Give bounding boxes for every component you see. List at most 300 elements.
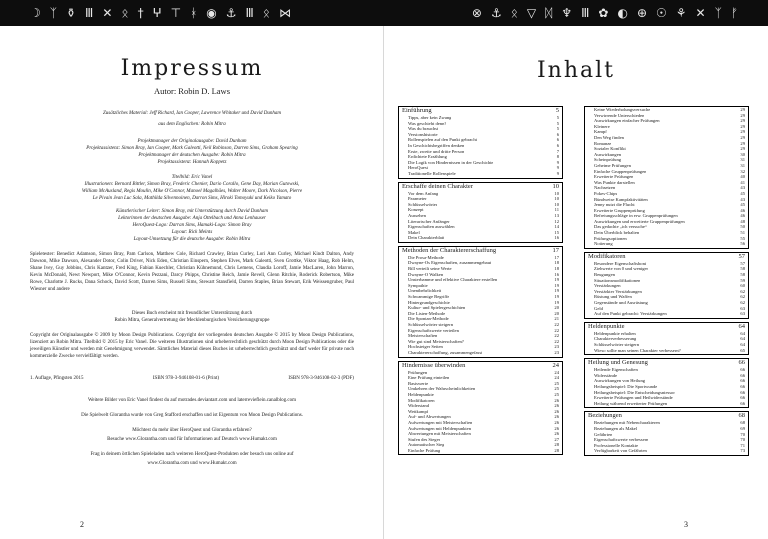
- toc-entry-title: Charaktererschaffung, zusammengefasst: [408, 349, 483, 355]
- contents-page: [384, 26, 768, 539]
- toc-entry-title: Kampf: [594, 129, 607, 135]
- toc-entry-title: Auswirkungen von Heilung: [594, 378, 646, 384]
- toc-entry-page: 24: [554, 375, 559, 381]
- toc-entry-page: 9: [556, 170, 559, 176]
- isbn-pdf: ISBN 978-3-946108-02-3 (PDF): [288, 376, 354, 381]
- toc-entry[interactable]: [588, 241, 745, 247]
- toc-entry-title: Eigenschaftswerte verteilen: [408, 327, 459, 333]
- toc-entry-page: 22: [554, 333, 559, 339]
- toc-entry-title: Unentbehrlichkeit: [408, 288, 442, 294]
- toc-entry-page: 28: [554, 442, 559, 448]
- toc-entry-page: 45: [740, 190, 745, 196]
- toc-entry-title: Verstärkter Verstärkungen: [594, 288, 642, 294]
- toc-entry-page: 28: [554, 447, 559, 453]
- toc-entry-page: 57: [740, 260, 745, 266]
- toc-entry-page: 19: [554, 288, 559, 294]
- toc-entry-title: Schlüsselwörter steigern: [408, 322, 454, 327]
- toc-entry-title: Auswirkungen und erweiterte Gruppenprüfungen: [594, 218, 685, 224]
- toc-entry-title: Befreiungsschläge in erw. Gruppenprüfungen: [594, 213, 678, 219]
- toc-entry-page: 25: [554, 391, 559, 397]
- toc-entry-page: 31: [740, 162, 745, 168]
- toc-section-heading[interactable]: [402, 362, 559, 370]
- toc-entry-title: Eigenschaften auswählen: [408, 224, 455, 230]
- toc-entry-page: 66: [740, 378, 745, 384]
- toc-entry-title: Kultur- und Spielergeschichten: [408, 305, 466, 311]
- credit-line: Projektmanager der Originalausgabe: David Dunham: [137, 139, 247, 144]
- toc-entry-title: Was Punkte darstellen: [594, 179, 635, 185]
- toc-entry-title: HeroQuest: [408, 165, 428, 171]
- toc-entry-title: Wieso sollte man seinen Charakter verbessern?: [594, 347, 681, 353]
- toc-entry-title: Hochsteiger Seiten: [408, 344, 443, 350]
- toc-entry-title: Gegenstände und Ausrüstung: [594, 300, 648, 305]
- toc-entry-page: 66: [740, 367, 745, 373]
- toc-entry-title: Aufwertungen mit Meisterschaften: [408, 419, 473, 425]
- toc-entry-page: 29: [740, 129, 745, 135]
- rune-glyph-icon: ⋈: [279, 6, 291, 20]
- toc-entry-title: Heilende Eigenschaften: [594, 367, 638, 373]
- toc-entry-page: 9: [556, 159, 559, 165]
- toc-entry-title: Die Spontan-Methode: [408, 316, 449, 322]
- toc-entry-title: Auf den Punkt gebracht: Verstärkungen: [594, 311, 667, 317]
- rune-glyph-icon: ☉: [656, 6, 667, 20]
- toc-entry-page: 60: [740, 283, 745, 289]
- toc-entry-title: Hintergrundgeschichte: [408, 299, 450, 305]
- toc-entry-page: 25: [554, 386, 559, 392]
- toc-entry-title: Gefährten: [594, 431, 613, 437]
- rune-glyph-icon: ◐: [617, 6, 628, 20]
- toc-entry-page: 22: [554, 338, 559, 344]
- toc-section: [584, 106, 749, 249]
- rune-glyph-icon: ♆: [561, 6, 573, 20]
- rune-glyph-icon: ◉: [206, 6, 217, 20]
- rune-glyph-icon: ᛞ: [545, 6, 553, 20]
- toc-entry-title: Geld: [594, 305, 603, 311]
- toc-entry-page: 41: [740, 179, 745, 185]
- support-notice: [30, 310, 354, 324]
- toc-entry-title: Dein Überblick behalten: [594, 230, 640, 236]
- toc-entry-page: 19: [554, 277, 559, 283]
- project-management: [30, 138, 354, 166]
- toc-entry-page: 45: [740, 202, 745, 208]
- toc-entry-page: 66: [740, 395, 745, 401]
- rune-glyph-icon: †: [137, 6, 144, 20]
- toc-entry-title: Schlüsselwörter: [408, 201, 438, 207]
- contents-title: Inhalt: [536, 58, 616, 83]
- toc-entry-title: Widerstand: [408, 403, 429, 409]
- credit-line: aus dem Englischen: Robin Mitra: [158, 122, 226, 127]
- rune-glyph-icon: ᛟ: [510, 6, 518, 20]
- toc-entry-title: Notierung: [594, 241, 613, 247]
- credit-line: Le Pivain Jean Luc Sala, Mathilda Silvennoinen, Darron Sims, Hiroki Tomoyuki und Keiko Yamato: [92, 196, 292, 201]
- toc-entry-page: 48: [740, 218, 745, 224]
- credit-line: www.Glorantha.com und www.Humakt.com: [147, 461, 237, 466]
- toc-section-heading[interactable]: [402, 247, 559, 255]
- toc-entry-title: Aufwertungen mit Heldenpunkten: [408, 425, 472, 431]
- credit-line: Künstlerischer Leiter: Simon Bray, mit Unterstützung durch David Dunham: [116, 209, 268, 214]
- toc-section: [584, 252, 749, 319]
- toc-entry-title: Jenny nutzt die Flucht: [594, 202, 635, 208]
- toc-entry-page: 25: [554, 380, 559, 386]
- toc-heading-page: 5: [555, 107, 559, 114]
- toc-heading-title: Beziehungen: [588, 412, 622, 420]
- toc-entry-page: 62: [740, 288, 745, 294]
- toc-entry-title: Heilungsbeispiel: Die Entscheidungsniessor: [594, 389, 675, 395]
- toc-entry-page: 50: [740, 224, 745, 230]
- web-credits: [30, 396, 354, 468]
- toc-entry-title: Schwammige Begriffe: [408, 294, 450, 300]
- toc-entry-page: 40: [740, 174, 745, 180]
- toc-section-heading[interactable]: [588, 253, 745, 261]
- toc-entry-page: 22: [554, 322, 559, 327]
- top-decorative-band: [0, 0, 768, 26]
- toc-entry-title: Eigenschaftswerte verbessern: [594, 437, 649, 443]
- toc-column-right: [584, 106, 749, 459]
- credit-line: Projektassistenz: Hannah Koppetz: [157, 160, 227, 165]
- toc-entry-title: Einfache Gruppenprüfungen: [594, 168, 647, 174]
- toc-entry-title: Auswirkungen einfacher Prüfungen: [594, 118, 660, 124]
- rune-strip-right: [472, 4, 738, 22]
- toc-entry-page: 16: [554, 235, 559, 241]
- credit-line: Robin Mitra, Generalvertretung der Mecklenburgischen Versicherungsgruppe: [114, 318, 270, 323]
- toc-entry-page: 24: [554, 369, 559, 375]
- toc-entry-title: Pokes-Chips: [594, 190, 618, 196]
- toc-entry-title: Verstärkungen: [594, 283, 621, 289]
- credit-line: HeroQuest-Logo: Darran Sims, Hamaki-Logo: Simon Bray: [132, 223, 252, 228]
- toc-entry-page: 6: [556, 131, 559, 137]
- toc-entry-page: 5: [556, 120, 559, 126]
- toc-entry-title: Basiswerte: [408, 380, 429, 386]
- toc-entry-page: 29: [740, 140, 745, 146]
- toc-entry-title: Stufen des Sieges: [408, 436, 441, 442]
- toc-entry-page: 9: [556, 165, 559, 171]
- toc-entry-page: 10: [554, 196, 559, 202]
- credit-line: Layout-Umsetzung für die deutsche Ausgabe: Robin Mitra: [133, 237, 251, 242]
- toc-entry-page: 10: [554, 190, 559, 196]
- toc-entry-page: 65: [740, 347, 745, 353]
- impressum-title: Impressum: [120, 56, 264, 81]
- toc-section: [584, 358, 749, 408]
- toc-entry-title: Umkehren der Wahrscheinlichkeiten: [408, 386, 476, 392]
- edition-label: 1. Auflage, Pfingsten 2015: [30, 376, 84, 381]
- toc-entry-title: Verwirrende Unterschieden: [594, 112, 645, 118]
- toc-entry-page: 63: [740, 311, 745, 317]
- toc-entry-page: 51: [740, 230, 745, 236]
- toc-entry-page: 21: [554, 316, 559, 322]
- credit-line: Projektmanager der deutschen Ausgabe: Robin Mitra: [138, 153, 246, 158]
- rune-glyph-icon: Ⅲ: [85, 6, 94, 20]
- rune-glyph-icon: ▽: [526, 6, 537, 20]
- toc-entry-page: 7: [556, 148, 559, 154]
- toc-entry-page: 63: [740, 305, 745, 311]
- toc-entry-title: Einfache Prüfung: [408, 447, 441, 453]
- toc-entry-page: 14: [554, 224, 559, 230]
- rune-glyph-icon: ⊕: [636, 6, 647, 20]
- toc-section: [398, 182, 563, 243]
- credit-line: Titelbild: Eric Vanel: [171, 175, 213, 180]
- toc-entry-title: Keine Wiederholungsversuche: [594, 107, 651, 112]
- toc-entry-title: Situationsmodifikationen: [594, 277, 641, 283]
- toc-entry-title: Sozialer Konflikt: [594, 146, 626, 152]
- toc-entry-page: 29: [740, 146, 745, 152]
- toc-entry-title: Literarischer Anfänger: [408, 218, 450, 224]
- toc-entry-title: Erste, zweite und dritte Person: [408, 148, 465, 154]
- art-credits: [30, 174, 354, 202]
- toc-entry-page: 10: [554, 201, 559, 207]
- toc-entry-page: 69: [740, 425, 745, 431]
- toc-section-heading[interactable]: [588, 323, 745, 331]
- rune-glyph-icon: ᛉ: [714, 6, 722, 20]
- toc-entry-page: 5: [556, 115, 559, 120]
- toc-section: [584, 322, 749, 355]
- toc-entry-title: Sympathie: [408, 282, 428, 288]
- toc-entry-title: Meisterschaften: [408, 333, 438, 339]
- toc-entry-page: 46: [740, 207, 745, 213]
- toc-entry-page: 73: [740, 448, 745, 454]
- toc-entry-page: 26: [554, 397, 559, 403]
- impressum-page: [0, 26, 384, 539]
- toc-entry-title: Beziehungen als Makel: [594, 425, 638, 431]
- toc-entry-page: 23: [554, 349, 559, 355]
- toc-entry-page: 27: [554, 436, 559, 442]
- toc-entry-title: Modifikatoren: [408, 397, 435, 403]
- toc-entry-title: Wie gut sind Meisterschaften?: [408, 338, 464, 344]
- toc-entry-title: Den Weg finden: [594, 134, 624, 140]
- credit-line: Dieses Buch erscheint mit freundlicher Unterstützung durch: [131, 311, 253, 316]
- toc-entry-page: 66: [740, 400, 745, 406]
- toc-entry-page: 20: [554, 305, 559, 311]
- toc-entry-page: 23: [554, 344, 559, 350]
- credit-line: Zusätzliches Material: Jeff Richard, Ian Cooper, Lawrence Whitaker und David Dunham: [103, 111, 281, 116]
- toc-entry-page: 29: [740, 107, 745, 112]
- toc-entry-title: Automatischer Sieg: [408, 442, 445, 448]
- page-number-left: 2: [80, 520, 84, 529]
- toc-entry-page: 26: [554, 431, 559, 437]
- toc-entry-page: 26: [554, 419, 559, 425]
- toc-entry-page: 26: [554, 425, 559, 431]
- toc-entry-page: 58: [740, 272, 745, 278]
- toc-heading-title: Modifikatoren: [588, 252, 626, 260]
- toc-entry-page: 43: [740, 196, 745, 202]
- additional-material: [30, 110, 354, 128]
- toc-entry-title: Schlüsselwörter steigern: [594, 341, 640, 347]
- rune-glyph-icon: ✕: [102, 6, 113, 20]
- toc-entry-title: Prüfungsoptionen: [594, 235, 627, 241]
- toc-entry-page: 8: [556, 154, 559, 160]
- toc-entry-page: 64: [740, 336, 745, 342]
- toc-entry-page: 6: [556, 137, 559, 143]
- toc-entry-page: 58: [740, 266, 745, 272]
- toc-entry-page: 29: [740, 112, 745, 118]
- toc-entry-page: 31: [740, 157, 745, 163]
- toc-entry-title: Professionelle Kontakte: [594, 442, 639, 448]
- rune-glyph-icon: Ⅲ: [245, 6, 254, 20]
- toc-entry-title: Scheinprüfung: [594, 157, 622, 163]
- toc-entry-title: Beugungen: [594, 272, 615, 278]
- toc-entry-title: Eine Prüfung einteilen: [408, 375, 450, 381]
- toc-entry-title: Dwayne-O Walken: [408, 271, 444, 277]
- credit-line: Layout: Rick Meints: [171, 230, 213, 235]
- rune-strip-left: [30, 4, 291, 22]
- toc-entry[interactable]: [588, 311, 745, 317]
- layout-credits: [30, 208, 354, 243]
- rune-glyph-icon: ᛟ: [121, 6, 129, 20]
- toc-entry-page: 16: [554, 271, 559, 277]
- rune-glyph-icon: ᚼ: [190, 6, 198, 20]
- toc-heading-title: Einführung: [402, 107, 432, 114]
- credit-line: Weitere Bilder von Eric Vanel findest du auf motrades.deviantart.com und laterrevieflein.canalblog.com: [87, 398, 297, 403]
- rune-glyph-icon: ⚓: [225, 6, 237, 20]
- toc-entry-page: 5: [556, 126, 559, 132]
- toc-entry-title: Charakterverbesserung: [594, 336, 637, 342]
- rune-glyph-icon: ⊤: [170, 6, 182, 20]
- toc-entry-title: Tipps, aber kein Zwang: [408, 115, 452, 120]
- toc-entry-page: 29: [740, 134, 745, 140]
- toc-entry-title: Versionshistorie: [408, 131, 438, 137]
- toc-entry-page: 13: [554, 212, 559, 218]
- rune-glyph-icon: ᛉ: [49, 6, 57, 20]
- toc-entry[interactable]: [588, 448, 745, 454]
- toc-entry-title: Konzept: [408, 207, 424, 213]
- toc-section-heading[interactable]: [402, 183, 559, 191]
- toc-entry-page: 26: [554, 408, 559, 414]
- toc-column-left: [398, 106, 563, 458]
- rune-glyph-icon: ᛟ: [262, 6, 270, 20]
- page-number-right: 3: [684, 520, 688, 529]
- toc-entry-title: Kleinere: [594, 123, 610, 129]
- toc-entry[interactable]: [402, 171, 559, 177]
- toc-heading-page: 24: [552, 361, 559, 369]
- credit-line: Besuche www.Glorantha.com und für Informationen auf Deutsch www.Humakt.com: [107, 437, 277, 442]
- toc-entry-title: Auf- und Abwertungen: [408, 414, 451, 420]
- toc-entry-title: Widerstände: [594, 372, 618, 378]
- credit-line: Frag in deinem örtlichen Spieleladen nach weiteren HeroQuest-Produkten oder besuch uns online auf: [90, 452, 294, 457]
- toc-entry-page: 59: [740, 277, 745, 283]
- toc-entry-title: Rollenspielen auf den Punkt gebracht: [408, 137, 477, 143]
- toc-section-heading[interactable]: [588, 412, 745, 420]
- credit-line: Lektorinnen der deutschen Ausgabe: Anja Ottelbach und Anna Lenhauser: [118, 216, 266, 221]
- rune-glyph-icon: ✕: [695, 6, 706, 20]
- toc-entry-title: Aussehen: [408, 212, 426, 218]
- author-line: Autor: Robin D. Laws: [153, 86, 231, 96]
- toc-entry-title: Heldenpunkte: [408, 391, 434, 397]
- toc-section-heading[interactable]: [588, 359, 745, 367]
- toc-entry-title: Die Prosa-Methode: [408, 254, 444, 260]
- toc-entry-title: Rüstung und Waffen: [594, 294, 632, 300]
- toc-entry-page: 19: [554, 299, 559, 305]
- toc-entry-title: Ziehwerte von 0 und weniger: [594, 266, 649, 272]
- toc-entry-page: 56: [740, 241, 745, 247]
- toc-entry-title: Romanze: [594, 140, 612, 146]
- toc-entry-page: 55: [740, 235, 745, 241]
- toc-entry-page: 29: [740, 123, 745, 129]
- toc-entry-title: Bill verteilt seine Werte: [408, 266, 452, 272]
- toc-entry-page: 19: [554, 294, 559, 300]
- toc-entry-page: 66: [740, 389, 745, 395]
- toc-entry-page: 70: [740, 437, 745, 443]
- toc-entry-page: 68: [740, 420, 745, 426]
- toc-entry-page: 30: [740, 151, 745, 157]
- toc-entry-title: Nachsetzen: [594, 185, 616, 191]
- toc-heading-title: Methoden der Charaktererschaffung: [402, 246, 497, 254]
- toc-section-heading[interactable]: [402, 107, 559, 115]
- toc-entry-page: 12: [554, 218, 559, 224]
- toc-entry-title: Parameter: [408, 196, 427, 202]
- toc-entry-page: 43: [740, 185, 745, 191]
- rune-glyph-icon: ⊗: [471, 6, 482, 20]
- toc-entry[interactable]: [402, 448, 559, 454]
- toc-entry-title: Heldenpunkte erhalten: [594, 330, 636, 336]
- toc-entry-title: Das gedachte „ich versuche“: [594, 224, 647, 230]
- toc-entry-title: Erweiterte Prüfungen und Heilwiderstände: [594, 395, 673, 401]
- toc-entry-title: Geheime Prüfungen: [594, 162, 631, 168]
- credit-line: Projektassistenz: Simon Bray, Ian Cooper, Mark Galeotti, Neil Robinson, Darren Sims, Graham Spearing: [86, 146, 298, 151]
- toc-entry-title: In Geschichtsbegriffen denken: [408, 142, 465, 148]
- credit-line: Die Spielwelt Glorantha wurde von Greg Stafford erschaffen und ist Eigentum von Moon Design Publications.: [81, 413, 303, 418]
- toc-entry-page: 26: [554, 414, 559, 420]
- toc-entry-page: 66: [740, 372, 745, 378]
- toc-entry-page: 66: [740, 383, 745, 389]
- rune-glyph-icon: ⚓: [490, 6, 502, 20]
- toc-entry[interactable]: [588, 348, 745, 354]
- toc-entry-page: 29: [740, 118, 745, 124]
- toc-heading-page: 10: [552, 182, 559, 190]
- credit-line: Illustrationen: Bernard Bittler, Simon Bray, Frederic Chenier, Dario Corallo, Gene Day, Marian Gutowski,: [84, 182, 300, 187]
- toc-entry[interactable]: [402, 350, 559, 356]
- toc-section: [584, 411, 749, 456]
- toc-entry-page: 32: [740, 168, 745, 174]
- toc-entry-title: Makel: [408, 229, 420, 235]
- isbn-print: ISBN 978-3-946108-01-6 (Print): [152, 376, 219, 381]
- toc-entry-page: 17: [554, 254, 559, 260]
- toc-entry-page: 70: [740, 431, 745, 437]
- rune-glyph-icon: ᚠ: [730, 6, 738, 20]
- toc-entry-page: 62: [740, 300, 745, 305]
- toc-entry[interactable]: [588, 401, 745, 407]
- toc-entry-page: 71: [740, 442, 745, 448]
- credit-line: William McAusland, Regis Moulin, Mike O'Connor, Manoel Magalhães, Walter Moore, Dark Nicolson, Pierre: [81, 189, 303, 194]
- toc-heading-title: Erschaffe deinen Charakter: [402, 182, 473, 190]
- rune-glyph-icon: ⵖ: [152, 6, 162, 20]
- toc-section: [398, 246, 563, 358]
- toc-entry-title: Was geschieht denn?: [408, 120, 447, 126]
- toc-heading-page: 66: [738, 359, 745, 367]
- toc-entry-title: Dein Charakterblatt: [408, 235, 445, 241]
- toc-section: [398, 361, 563, 456]
- toc-entry-page: 11: [554, 207, 559, 213]
- copyright-paragraph: Copyright der Originalausgabe © 2009 by Moon Design Publications. Copyright der vorliegenden deutschen Ausgabe © 2015 by Moon Design Publications, lizenziert an Robin Mitra. Titelbild © 2015 by Eric Vanel. Die weiteren Illustrationen sind urheberrechtlich geschützt durch Moon Design Publications oder die jeweiligen Künstler und werden mit Genehmigung verwendet. Sämtliches Material dieses Buches ist urheberrechtlich geschützt und darf weder für private noch kommerzielle Zwecke vervielfältigt werden.: [30, 333, 354, 359]
- toc-entry-title: Die Listen-Methode: [408, 310, 446, 316]
- playtesters-paragraph: Spieletester: Benedict Adamson, Simon Bray, Pam Carlson, Matthew Cole, Richard Crawley, Brian Curley, Lori Ann Curley, Michael Kindt Dalton, Andy Dawson, Mike Dawson, Alexander Dotor, Colin Driver, Nick Eden, Christian Einspern, Stephen Elves, Mark Galeotti, Sven Grottke, Viktor Haag, Rob Helm, Shane Ivey, Guy Jobbins, Chris Kantzer, Fred King, Fabian Kuechler, Christian Kühnemund, Chris Lemens, Claudia Loroff, Jamie MacLaren, John Marron, Kevin McDonald, Newt Newport, Mike O'Connor, Kevin Pezzani, Darcy Phipps, Christine Reich, Jamie Revell, Glenn Ritchie, Roderick Robertson, Mike Rowe, Charlotte J. Rucks, Dana Schock, David Scott, Darren Sims, Russell Sims, Stewart Stansfield, Darren Staples, Brian Stewart, Erik Weissengruber, Paul Wiesner und andere: [30, 252, 354, 292]
- toc-entry-page: 64: [740, 341, 745, 347]
- toc-entry-page: 18: [554, 260, 559, 266]
- toc-entry[interactable]: [402, 235, 559, 241]
- toc-entry-page: 18: [554, 266, 559, 272]
- toc-section: [398, 106, 563, 179]
- toc-entry-page: 19: [554, 282, 559, 288]
- toc-entry-title: Vor dem Anfang: [408, 190, 439, 196]
- rune-glyph-icon: ☽: [30, 6, 41, 20]
- toc-entry-title: Dwayne-Os Eigenschaften, zusammengebaut: [408, 260, 492, 266]
- edition-isbn-row: [30, 376, 354, 381]
- toc-entry-title: Abwertungen mit Meisterschaften: [408, 431, 471, 437]
- toc-entry-title: Heilungsbeispiel: Die Sportwunde: [594, 383, 658, 389]
- toc-entry-page: 22: [554, 327, 559, 333]
- rune-glyph-icon: Ⅲ: [581, 6, 590, 20]
- toc-entry-title: Prüfungen: [408, 369, 428, 375]
- rune-glyph-icon: ⚱: [65, 6, 77, 20]
- toc-heading-page: 68: [738, 412, 745, 420]
- toc-entry-page: 46: [740, 213, 745, 219]
